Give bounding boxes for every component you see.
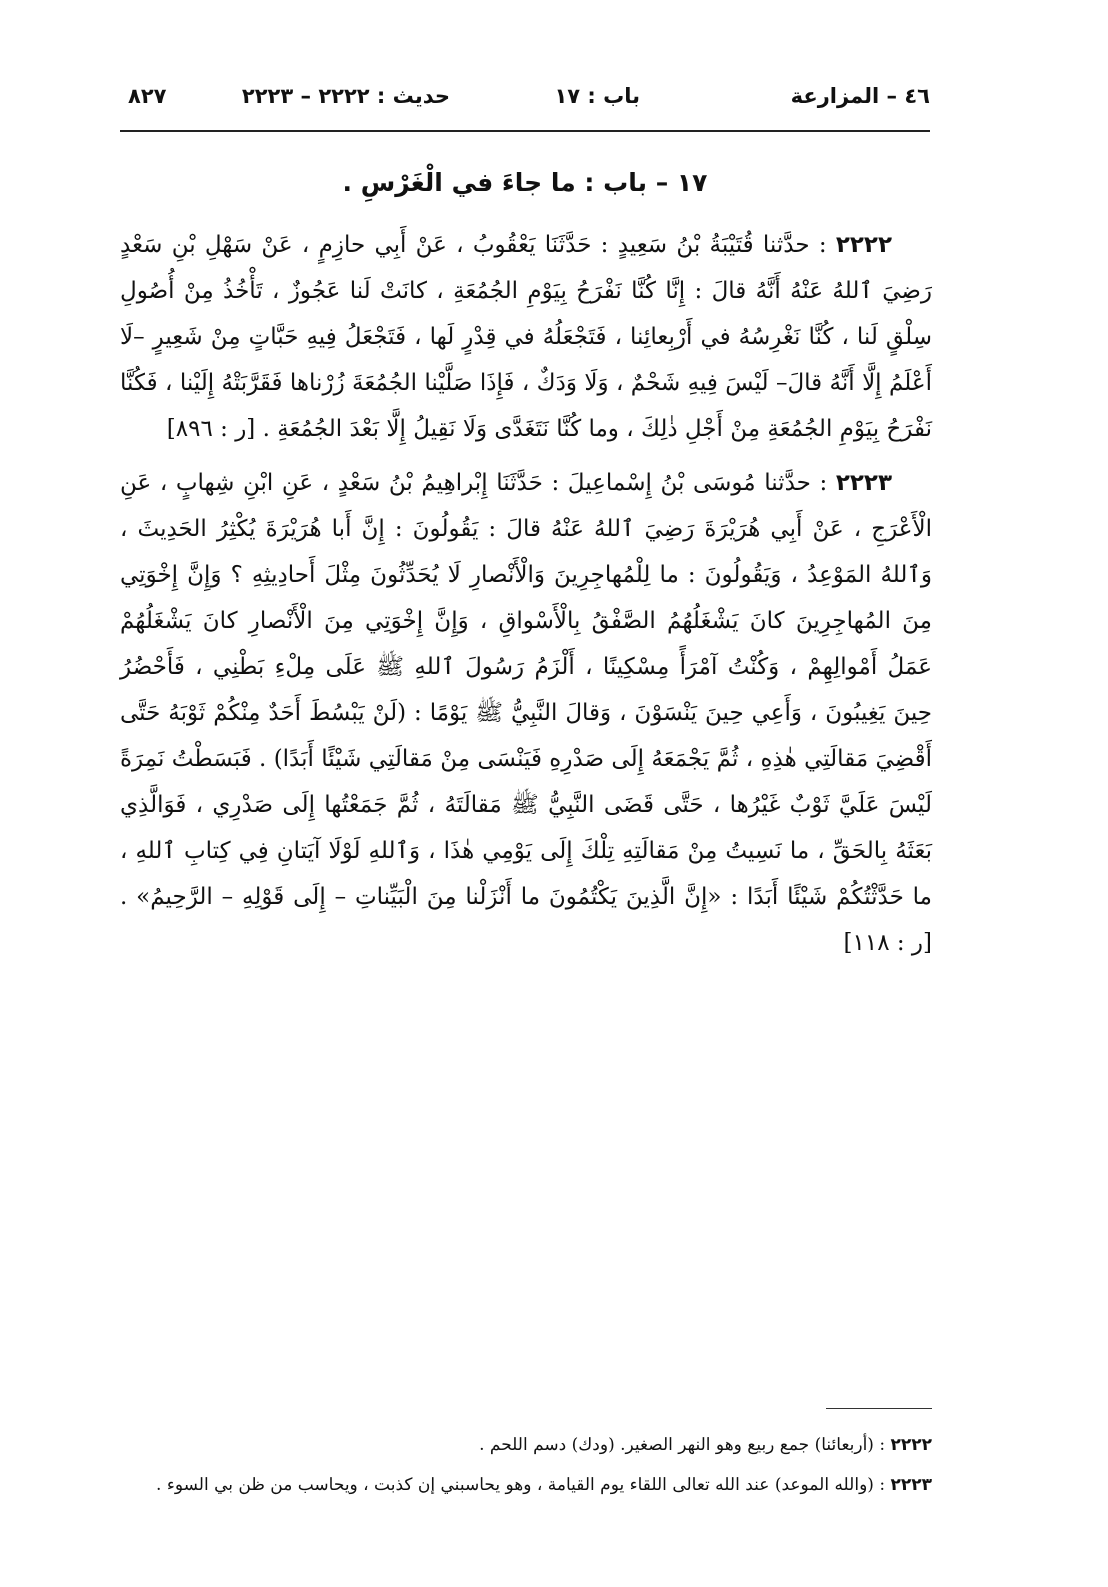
page-number: ٨٢٧ (128, 84, 167, 108)
footnotes (120, 1428, 932, 1508)
footnote-divider (826, 1408, 932, 1409)
hadith-text: : حدَّثنا مُوسَى بْنُ إِسْماعِيلَ : حَدَّثَنَا إِبْراهِيمُ بْنُ سَعْدٍ ، عَنِ ابْنِ شِهابٍ ، عَنِ الْأَعْرَجِ ، عَنْ أَبِي هُرَيْرَةَ رَضِيَ ٱللهُ عَنْهُ قالَ : يَقُولُونَ : إِنَّ أَبا هُرَيْرَةَ يُكْثِرُ الحَدِيثَ ، وَٱللهُ المَوْعِدُ ، وَيَقُولُونَ : ما لِلْمُهاجِرِينَ وَالْأَنْصارِ لَا يُحَدِّثُونَ مِثْلَ أَحادِيثِهِ ؟ وَإِنَّ إِخْوَتِي مِنَ المُهاجِرِينَ كانَ يَشْغَلُهُمُ الصَّفْقُ بِالْأَسْواقِ ، وَإِنَّ إِخْوَتِي مِنَ الْأَنْصارِ كانَ يَشْغَلُهُمْ عَمَلُ أَمْوالِهِمْ ، وَكُنْتُ آمْرَأً مِسْكِينًا ، أَلْزَمُ رَسُولَ ٱللهِ ﷺ عَلَى مِلْءِ بَطْنِي ، فَأَحْضُرُ حِينَ يَغِيبُونَ ، وَأَعِي حِينَ يَنْسَوْنَ ، وَقالَ النَّبِيُّ ﷺ يَوْمًا : (لَنْ يَبْسُطَ أَحَدٌ مِنْكُمْ ثَوْبَهُ حَتَّى أَقْضِيَ مَقالَتِي هٰذِهِ ، ثُمَّ يَجْمَعَهُ إِلَى صَدْرِهِ فَيَنْسَى مِنْ مَقالَتِي شَيْئًا أَبَدًا) . فَبَسَطْتُ نَمِرَةً لَيْسَ عَلَيَّ ثَوْبٌ غَيْرُها ، حَتَّى قَضَى النَّبِيُّ ﷺ مَقالَتَهُ ، ثُمَّ جَمَعْتُها إِلَى صَدْرِي ، فَوَالَّذِي بَعَثَهُ بِالحَقِّ ، ما نَسِيتُ مِنْ مَقالَتِهِ تِلْكَ إِلَى يَوْمِي هٰذَا ، وَٱللهِ لَوْلَا آيَتانِ فِي كِتابِ ٱللهِ ، ما حَدَّثْتُكُمْ شَيْئًا أَبَدًا : «إِنَّ الَّذِينَ يَكْتُمُونَ ما أَنْزَلْنا مِنَ الْبَيِّناتِ – إِلَى قَوْلِهِ – الرَّحِيمُ» . [ر : ١١٨] (120, 470, 932, 956)
hadith-paragraph (120, 222, 932, 452)
header-book-title: ٤٦ – المزارعة (790, 84, 930, 108)
chapter-title: ١٧ – باب : ما جاءَ في الْغَرْسِ . (342, 168, 708, 197)
hadith-text: : حدَّثنا قُتَيْبَةُ بْنُ سَعِيدٍ : حَدَّثَنَا يَعْقُوبُ ، عَنْ أَبِي حازِمٍ ، عَنْ سَهْلِ بْنِ سَعْدٍ رَضِيَ ٱللهُ عَنْهُ أَنَّهُ قالَ : إِنَّا كُنَّا نَفْرَحُ بِيَوْمِ الجُمُعَةِ ، كانَتْ لَنا عَجُوزٌ ، تَأْخُذُ مِنْ أُصُولِ سِلْقٍ لَنا ، كُنَّا نَغْرِسُهُ في أَرْبِعائِنا ، فَتَجْعَلُهُ في قِدْرٍ لَها ، فَتَجْعَلُ فِيهِ حَبَّاتٍ مِنْ شَعِيرٍ –لَا أَعْلَمُ إِلَّا أَنَّهُ قالَ– لَيْسَ فِيهِ شَحْمٌ ، وَلَا وَدَكٌ ، فَإِذَا صَلَّيْنا الجُمُعَةَ زُرْناها فَقَرَّبَتْهُ إِلَيْنا ، فَكُنَّا نَفْرَحُ بِيَوْمِ الجُمُعَةِ مِنْ أَجْلِ ذٰلِكَ ، وما كُنَّا نَتَغَدَّى وَلَا نَقِيلُ إِلَّا بَعْدَ الجُمُعَةِ . [ر : ٨٩٦] (120, 232, 932, 442)
hadith-number: ٢٢٢٢ (835, 232, 892, 258)
footnote-number: ٢٢٢٢ (890, 1435, 932, 1455)
body-text (120, 222, 932, 974)
footnote-text: : (أربعائنا) جمع ربيع وهو النهر الصغير. (ودك) دسم اللحم . (479, 1435, 886, 1455)
hadith-paragraph (120, 460, 932, 966)
header-divider (120, 130, 930, 132)
running-header (120, 84, 930, 120)
hadith-number: ٢٢٢٣ (835, 470, 892, 496)
footnote-number: ٢٢٢٣ (890, 1475, 932, 1495)
header-chapter-number: باب : ١٧ (554, 84, 640, 108)
footnote-text: : (والله الموعد) عند الله تعالى اللقاء يوم القيامة ، وهو يحاسبني إن كذبت ، ويحاسب من ظن بي السوء . (156, 1475, 886, 1495)
footnote (120, 1468, 932, 1502)
footnote (120, 1428, 932, 1462)
header-hadith-range: حديث : ٢٢٢٢ – ٢٢٢٣ (241, 84, 450, 108)
